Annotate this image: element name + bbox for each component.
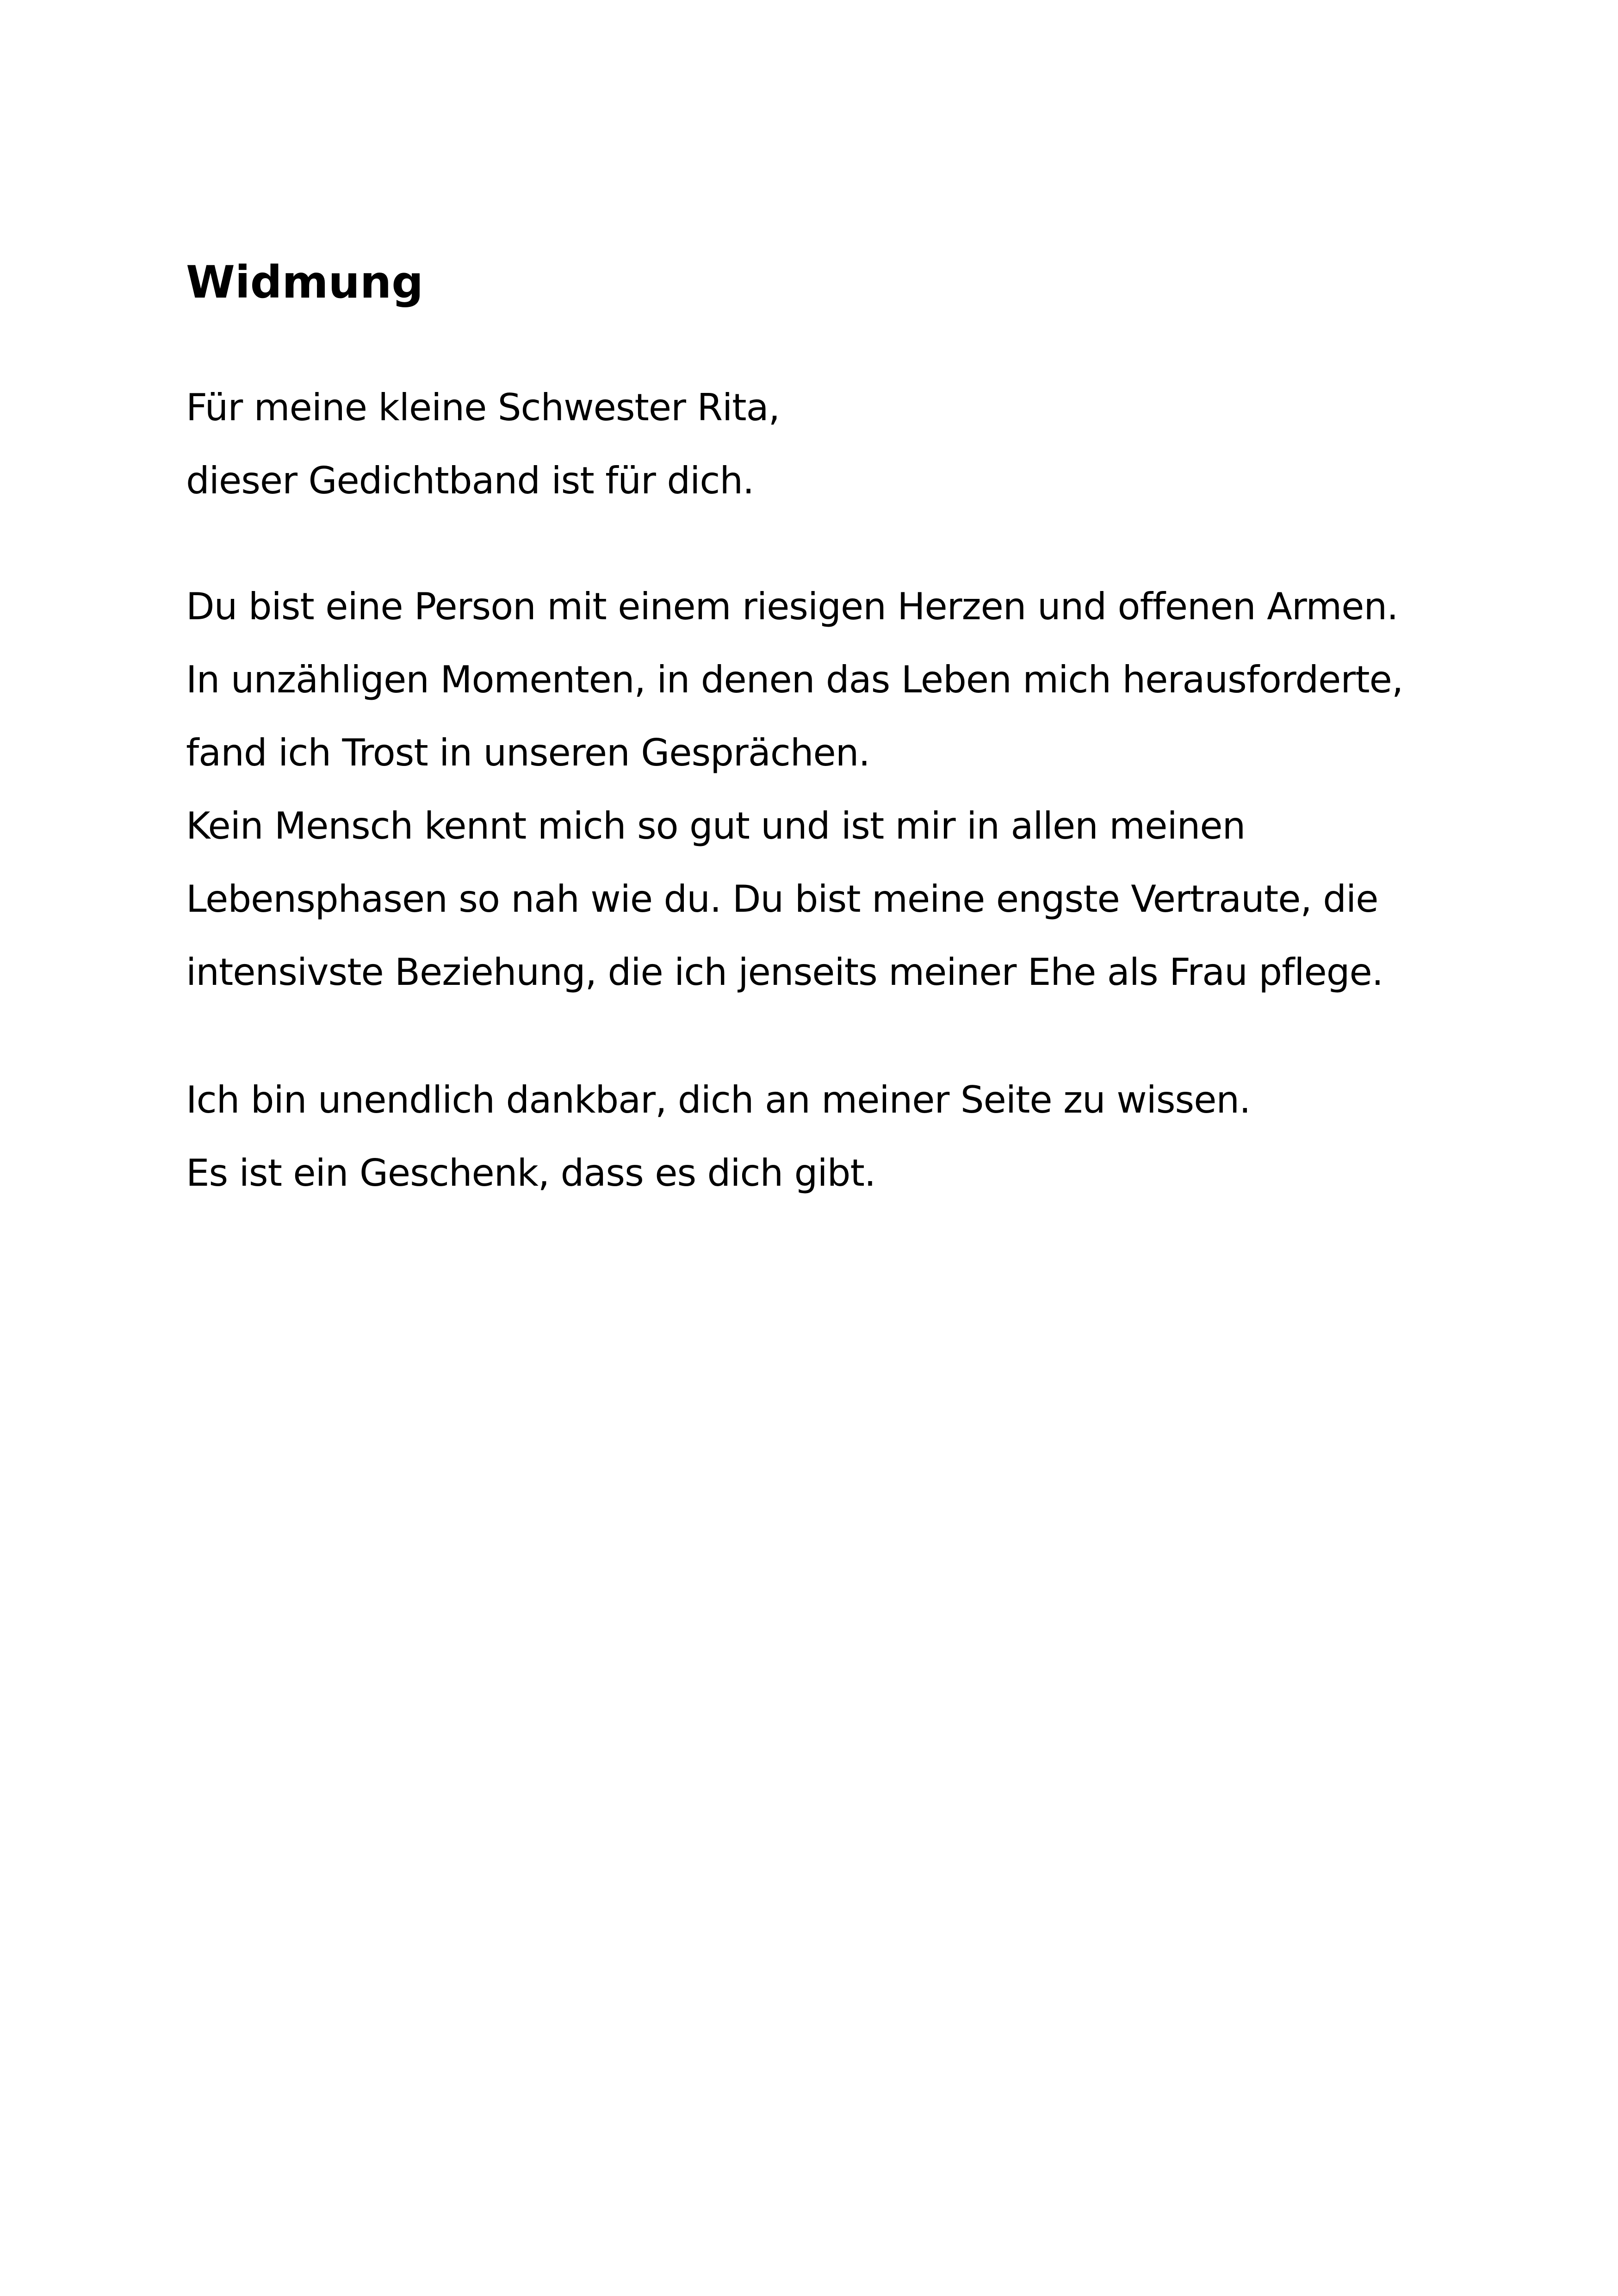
paragraph-body (186, 570, 1482, 1009)
text-line: intensivste Beziehung, die ich jenseits meiner Ehe als Frau pflege. (186, 951, 1383, 994)
text-line: Ich bin unendlich dankbar, dich an meiner Seite zu wissen. (186, 1078, 1251, 1121)
text-line: Lebensphasen so nah wie du. Du bist meine engste Vertraute, die (186, 877, 1378, 921)
text-line: In unzähligen Momenten, in denen das Leben mich herausforderte, (186, 658, 1403, 701)
text-line: Kein Mensch kennt mich so gut und ist mir in allen meinen (186, 804, 1246, 847)
text-line: Für meine kleine Schwester Rita, (186, 386, 780, 429)
text-line: fand ich Trost in unseren Gesprächen. (186, 731, 870, 774)
page-title: Widmung (186, 256, 423, 308)
dedication-content (186, 250, 1482, 1210)
text-line: Es ist ein Geschenk, dass es dich gibt. (186, 1151, 876, 1195)
text-line: dieser Gedichtband ist für dich. (186, 459, 754, 502)
paragraph-closing (186, 1064, 1482, 1210)
paragraph-greeting (186, 371, 1482, 517)
text-line: Du bist eine Person mit einem riesigen Herzen und offenen Armen. (186, 585, 1398, 628)
